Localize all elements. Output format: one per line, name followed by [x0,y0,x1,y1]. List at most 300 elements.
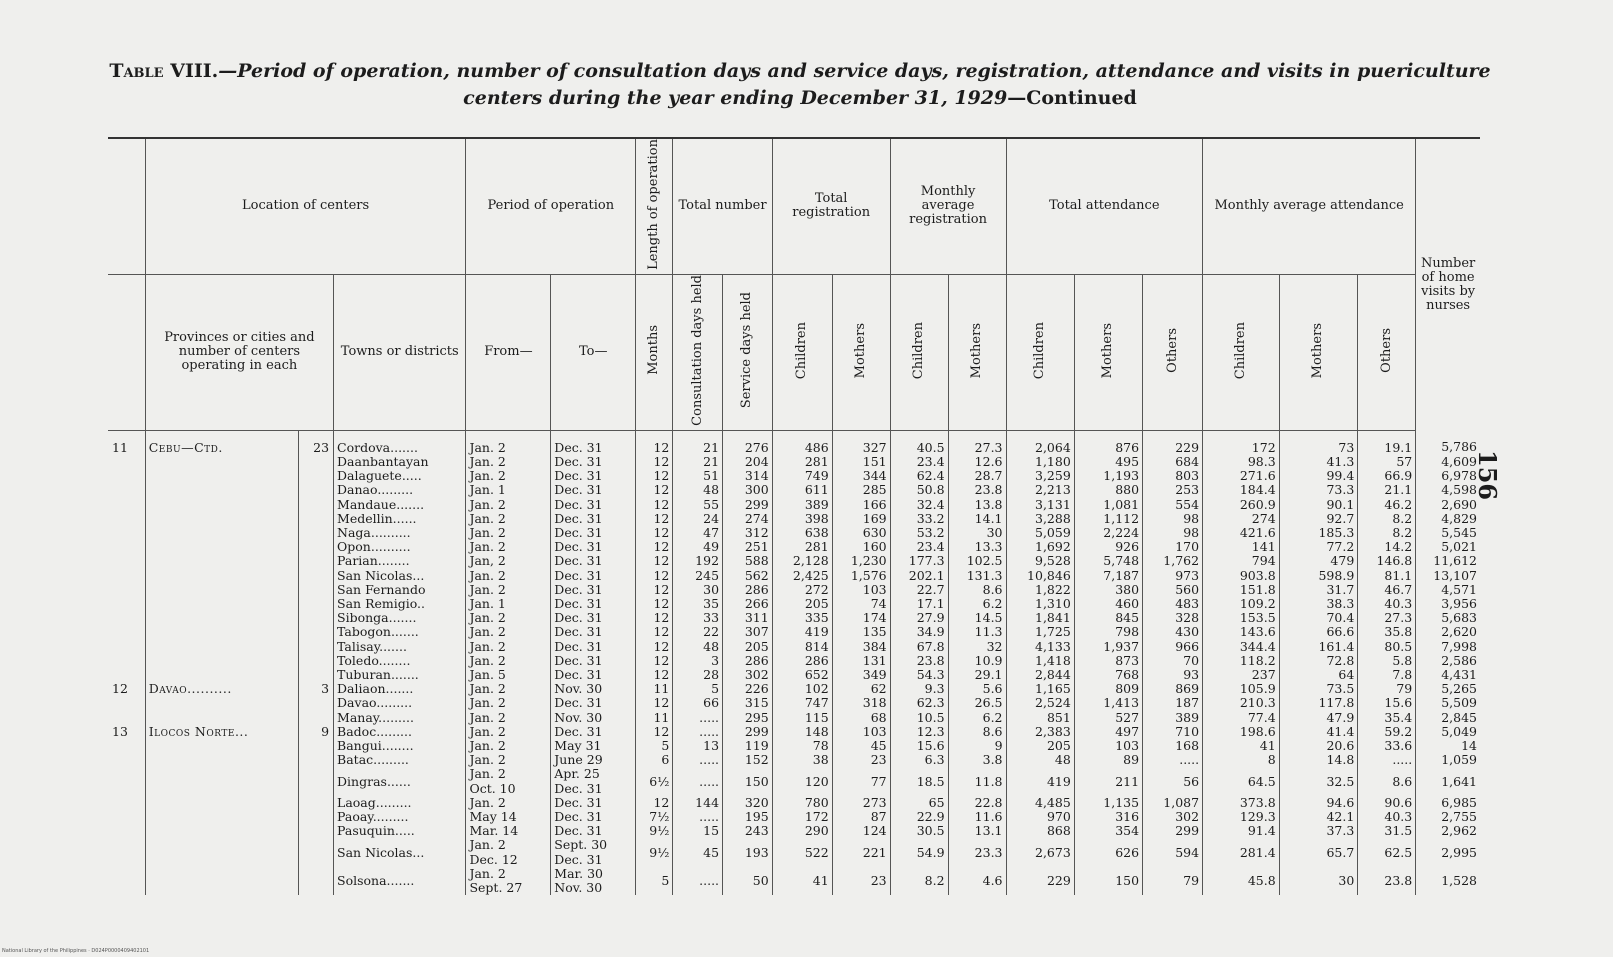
length-header: Length of operation [636,138,673,274]
home-visits-cell: 5,049 [1416,725,1480,739]
total-attendance-header: Total attendance [1006,138,1203,274]
att-others-cell: 168 [1143,739,1203,753]
att-mothers-cell: 2,224 [1074,526,1142,540]
center-count-cell [298,867,333,895]
months-cell: 9½ [636,824,673,838]
att-others-cell: 594 [1143,838,1203,866]
reg-children-cell: 290 [772,824,832,838]
province-cell [145,611,298,625]
center-count-cell [298,498,333,512]
matt-others-cell: 21.1 [1358,483,1416,497]
months-cell: 12 [636,583,673,597]
table-row [108,554,1480,568]
from-date-cell: Jan. 1 [466,483,551,497]
reg-children-cell: 335 [772,611,832,625]
town-cell: Sibonga....... [334,611,466,625]
row-number-cell [108,767,145,795]
months-cell: 12 [636,640,673,654]
from-date-cell: Jan. 2 [466,753,551,767]
matt-mothers-cell: 70.4 [1279,611,1358,625]
row-number-cell [108,611,145,625]
att-children-header: Children [1006,274,1074,430]
home-visits-cell: 5,509 [1416,696,1480,710]
mreg-children-cell: 62.4 [890,469,948,483]
from-date-cell: Mar. 14 [466,824,551,838]
table-row [108,526,1480,540]
from-date-cell: Jan. 2 Oct. 10 [466,767,551,795]
mreg-mothers-cell: 32 [948,640,1006,654]
mreg-mothers-cell: 102.5 [948,554,1006,568]
reg-children-cell: 38 [772,753,832,767]
service-days-cell: 299 [723,498,773,512]
province-cell: Ilocos Norte... [145,725,298,739]
matt-children-cell: 45.8 [1203,867,1280,895]
matt-others-cell: 40.3 [1358,810,1416,824]
att-children-cell: 1,418 [1006,654,1074,668]
town-cell: Laoag......... [334,796,466,810]
att-mothers-cell: 876 [1074,430,1142,455]
att-children-cell: 1,165 [1006,682,1074,696]
mreg-children-cell: 177.3 [890,554,948,568]
months-cell: 12 [636,654,673,668]
home-visits-cell: 3,956 [1416,597,1480,611]
province-cell: Cebu—Ctd. [145,430,298,455]
table-row [108,611,1480,625]
service-days-cell: 315 [723,696,773,710]
service-days-cell: 302 [723,668,773,682]
mreg-children-cell: 50.8 [890,483,948,497]
table-row [108,654,1480,668]
months-cell: 6½ [636,767,673,795]
reg-children-cell: 749 [772,469,832,483]
to-date-cell: Nov. 30 [551,682,636,696]
mreg-mothers-cell: 4.6 [948,867,1006,895]
from-date-cell: Jan. 2 [466,711,551,725]
att-children-cell: 1,692 [1006,540,1074,554]
row-number-cell [108,483,145,497]
town-cell: Mandaue....... [334,498,466,512]
att-mothers-cell: 880 [1074,483,1142,497]
home-visits-cell: 4,431 [1416,668,1480,682]
months-cell: 12 [636,498,673,512]
from-date-cell: Jan. 2 [466,625,551,639]
table-row [108,512,1480,526]
matt-others-cell: 27.3 [1358,611,1416,625]
reg-mothers-cell: 23 [832,753,890,767]
att-others-cell: 79 [1143,867,1203,895]
reg-children-cell: 286 [772,654,832,668]
reg-children-cell: 389 [772,498,832,512]
service-days-cell: 243 [723,824,773,838]
service-days-cell: 311 [723,611,773,625]
row-number-cell [108,753,145,767]
mreg-mothers-cell: 12.6 [948,455,1006,469]
mreg-mothers-cell: 11.3 [948,625,1006,639]
province-cell [145,583,298,597]
reg-mothers-cell: 344 [832,469,890,483]
att-others-cell: 560 [1143,583,1203,597]
town-cell: Bangui........ [334,739,466,753]
to-date-cell: Dec. 31 [551,469,636,483]
reg-children-cell: 120 [772,767,832,795]
mreg-children-cell: 22.7 [890,583,948,597]
service-days-cell: 274 [723,512,773,526]
months-cell: 11 [636,682,673,696]
home-visits-cell: 2,586 [1416,654,1480,668]
reg-mothers-cell: 273 [832,796,890,810]
service-days-cell: 226 [723,682,773,696]
matt-children-cell: 274 [1203,512,1280,526]
service-days-cell: 152 [723,753,773,767]
consultation-days-cell: 35 [673,597,723,611]
reg-mothers-cell: 285 [832,483,890,497]
mreg-mothers-cell: 14.1 [948,512,1006,526]
page-number: 156 [1473,450,1502,501]
mreg-children-cell: 33.2 [890,512,948,526]
att-others-cell: ..... [1143,753,1203,767]
table-row [108,753,1480,767]
att-others-cell: 328 [1143,611,1203,625]
matt-children-cell: 109.2 [1203,597,1280,611]
att-children-cell: 4,133 [1006,640,1074,654]
total-number-header: Total number [673,138,772,274]
consultation-days-cell: 49 [673,540,723,554]
att-children-cell: 1,310 [1006,597,1074,611]
reg-mothers-cell: 1,230 [832,554,890,568]
mreg-mothers-cell: 13.1 [948,824,1006,838]
center-count-cell: 3 [298,682,333,696]
att-others-cell: 684 [1143,455,1203,469]
matt-children-cell: 271.6 [1203,469,1280,483]
center-count-cell [298,668,333,682]
reg-children-cell: 115 [772,711,832,725]
province-cell [145,540,298,554]
matt-mothers-cell: 99.4 [1279,469,1358,483]
att-mothers-cell: 150 [1074,867,1142,895]
att-mothers-cell: 5,748 [1074,554,1142,568]
mreg-children-cell: 54.9 [890,838,948,866]
reg-mothers-cell: 23 [832,867,890,895]
service-days-cell: 119 [723,739,773,753]
table-row [108,838,1480,866]
reg-mothers-cell: 160 [832,540,890,554]
consultation-days-cell: 144 [673,796,723,810]
service-days-cell: 276 [723,430,773,455]
matt-others-cell: 80.5 [1358,640,1416,654]
mreg-mothers-cell: 3.8 [948,753,1006,767]
reg-mothers-cell: 1,576 [832,569,890,583]
reg-children-cell: 41 [772,867,832,895]
matt-children-cell: 91.4 [1203,824,1280,838]
to-date-cell: Dec. 31 [551,430,636,455]
row-number-cell [108,540,145,554]
mreg-children-cell: 6.3 [890,753,948,767]
mreg-children-cell: 34.9 [890,625,948,639]
province-cell [145,526,298,540]
service-days-cell: 204 [723,455,773,469]
matt-others-cell: ..... [1358,753,1416,767]
matt-others-cell: 66.9 [1358,469,1416,483]
months-cell: 12 [636,725,673,739]
consultation-days-cell: ..... [673,767,723,795]
town-cell: Cordova....... [334,430,466,455]
att-mothers-cell: 89 [1074,753,1142,767]
to-date-cell: Dec. 31 [551,796,636,810]
mreg-mothers-cell: 28.7 [948,469,1006,483]
row-number-cell [108,824,145,838]
home-visits-cell: 2,755 [1416,810,1480,824]
att-others-cell: 973 [1143,569,1203,583]
consultation-days-cell: 28 [673,668,723,682]
reg-mothers-cell: 349 [832,668,890,682]
matt-children-cell: 151.8 [1203,583,1280,597]
home-visits-cell: 6,985 [1416,796,1480,810]
row-number-cell [108,554,145,568]
table-row [108,430,1480,455]
att-mothers-cell: 495 [1074,455,1142,469]
service-days-cell: 50 [723,867,773,895]
att-children-cell: 9,528 [1006,554,1074,568]
matt-mothers-cell: 92.7 [1279,512,1358,526]
consultation-days-cell: 47 [673,526,723,540]
reg-children-cell: 652 [772,668,832,682]
home-visits-cell: 5,545 [1416,526,1480,540]
service-days-cell: 193 [723,838,773,866]
reg-children-cell: 2,425 [772,569,832,583]
home-visits-cell: 2,620 [1416,625,1480,639]
from-date-cell: Jan. 2 Dec. 12 [466,838,551,866]
att-children-cell: 1,822 [1006,583,1074,597]
from-date-cell: Jan. 2 [466,469,551,483]
consultation-days-cell: 33 [673,611,723,625]
home-visits-cell: 1,641 [1416,767,1480,795]
reg-children-cell: 78 [772,739,832,753]
att-mothers-cell: 798 [1074,625,1142,639]
province-cell [145,838,298,866]
att-mothers-cell: 497 [1074,725,1142,739]
matt-mothers-cell: 73 [1279,430,1358,455]
mreg-mothers-cell: 14.5 [948,611,1006,625]
from-date-cell: Jan. 2 [466,512,551,526]
matt-children-cell: 64.5 [1203,767,1280,795]
att-others-cell: 803 [1143,469,1203,483]
table-row [108,498,1480,512]
province-cell [145,810,298,824]
from-date-cell: Jan. 5 [466,668,551,682]
town-cell: Dingras...... [334,767,466,795]
to-header: To— [551,274,636,430]
matt-mothers-cell: 598.9 [1279,569,1358,583]
att-others-cell: 389 [1143,711,1203,725]
to-date-cell: Dec. 31 [551,611,636,625]
att-others-cell: 299 [1143,824,1203,838]
mreg-children-cell: 30.5 [890,824,948,838]
province-cell [145,668,298,682]
mreg-children-cell: 53.2 [890,526,948,540]
matt-children-cell: 8 [1203,753,1280,767]
to-date-cell: Mar. 30 Nov. 30 [551,867,636,895]
reg-children-cell: 814 [772,640,832,654]
months-cell: 7½ [636,810,673,824]
to-date-cell: June 29 [551,753,636,767]
town-cell: Danao......... [334,483,466,497]
reg-children-cell: 148 [772,725,832,739]
table-row [108,469,1480,483]
reg-mothers-cell: 384 [832,640,890,654]
reg-children-cell: 272 [772,583,832,597]
province-cell [145,796,298,810]
to-date-cell: Dec. 31 [551,554,636,568]
town-cell: Manay......... [334,711,466,725]
town-cell: Tuburan....... [334,668,466,682]
town-cell: Daanbantayan [334,455,466,469]
att-children-cell: 3,259 [1006,469,1074,483]
town-cell: San Nicolas... [334,569,466,583]
att-mothers-cell: 316 [1074,810,1142,824]
reg-mothers-cell: 62 [832,682,890,696]
consultation-days-cell: ..... [673,753,723,767]
mreg-mothers-cell: 10.9 [948,654,1006,668]
from-date-cell: Jan. 2 [466,498,551,512]
service-days-cell: 299 [723,725,773,739]
row-number-cell [108,838,145,866]
consultation-days-cell: 30 [673,583,723,597]
table-row [108,668,1480,682]
months-cell: 12 [636,597,673,611]
months-header: Months [636,274,673,430]
matt-mothers-cell: 90.1 [1279,498,1358,512]
att-others-cell: 98 [1143,526,1203,540]
months-cell: 12 [636,796,673,810]
service-days-cell: 195 [723,810,773,824]
to-date-cell: Dec. 31 [551,625,636,639]
att-children-cell: 2,383 [1006,725,1074,739]
row-number-cell: 13 [112,724,128,739]
matt-mothers-cell: 38.3 [1279,597,1358,611]
reg-children-cell: 102 [772,682,832,696]
att-others-cell: 1,762 [1143,554,1203,568]
matt-children-cell: 153.5 [1203,611,1280,625]
table-row [108,810,1480,824]
matt-others-cell: 15.6 [1358,696,1416,710]
center-count-cell [298,767,333,795]
home-visits-cell: 2,690 [1416,498,1480,512]
from-date-cell: Jan. 2 [466,455,551,469]
months-cell: 12 [636,469,673,483]
reg-mothers-cell: 77 [832,767,890,795]
from-header: From— [466,274,551,430]
to-date-cell: Dec. 31 [551,498,636,512]
home-visits-cell: 4,609 [1416,455,1480,469]
center-count-cell [298,711,333,725]
mreg-children-cell: 65 [890,796,948,810]
town-cell: Toledo........ [334,654,466,668]
att-children-cell: 229 [1006,867,1074,895]
row-number-cell [108,867,145,895]
center-count-cell [298,696,333,710]
center-count-cell [298,810,333,824]
row-number-cell [108,512,145,526]
reg-children-header: Children [772,274,832,430]
home-visits-cell: 7,998 [1416,640,1480,654]
service-days-cell: 300 [723,483,773,497]
service-days-cell: 205 [723,640,773,654]
center-count-cell [298,640,333,654]
to-date-cell: Dec. 31 [551,540,636,554]
matt-others-cell: 23.8 [1358,867,1416,895]
home-visits-cell: 4,598 [1416,483,1480,497]
row-number-header [108,138,145,274]
center-count-cell [298,583,333,597]
att-mothers-cell: 1,112 [1074,512,1142,526]
table-row [108,640,1480,654]
town-cell: San Nicolas... [334,838,466,866]
from-date-cell: Jan. 2 [466,682,551,696]
mreg-children-cell: 15.6 [890,739,948,753]
att-children-cell: 3,131 [1006,498,1074,512]
table-row [108,796,1480,810]
center-count-cell [298,611,333,625]
home-visits-cell: 14 [1416,739,1480,753]
att-others-cell: 483 [1143,597,1203,611]
months-cell: 12 [636,512,673,526]
table-row [108,597,1480,611]
to-date-cell: Nov. 30 [551,711,636,725]
town-cell: Paoay......... [334,810,466,824]
reg-children-cell: 281 [772,540,832,554]
att-mothers-cell: 1,081 [1074,498,1142,512]
att-children-cell: 10,846 [1006,569,1074,583]
province-cell [145,824,298,838]
mreg-children-cell: 9.3 [890,682,948,696]
center-count-cell [298,483,333,497]
att-mothers-cell: 354 [1074,824,1142,838]
mreg-children-cell: 202.1 [890,569,948,583]
to-date-cell: Apr. 25 Dec. 31 [551,767,636,795]
row-number-cell [108,654,145,668]
att-others-cell: 869 [1143,682,1203,696]
to-date-cell: Dec. 31 [551,583,636,597]
reg-children-cell: 611 [772,483,832,497]
matt-children-cell: 237 [1203,668,1280,682]
continued-note: —Continued [1007,87,1137,109]
mreg-mothers-cell: 11.8 [948,767,1006,795]
mreg-mothers-cell: 22.8 [948,796,1006,810]
mreg-mothers-cell: 13.8 [948,498,1006,512]
matt-children-cell: 41 [1203,739,1280,753]
matt-mothers-cell: 31.7 [1279,583,1358,597]
center-count-cell [298,597,333,611]
matt-children-cell: 794 [1203,554,1280,568]
att-mothers-cell: 873 [1074,654,1142,668]
from-date-cell: Jan. 2 [466,540,551,554]
consultation-days-cell: 55 [673,498,723,512]
matt-others-cell: 57 [1358,455,1416,469]
matt-children-cell: 118.2 [1203,654,1280,668]
to-date-cell: Dec. 31 [551,569,636,583]
row-number-cell [108,526,145,540]
matt-others-cell: 31.5 [1358,824,1416,838]
center-count-cell [298,824,333,838]
att-others-cell: 302 [1143,810,1203,824]
province-cell [145,696,298,710]
matt-mothers-cell: 42.1 [1279,810,1358,824]
att-mothers-cell: 845 [1074,611,1142,625]
center-count-cell [298,455,333,469]
row-number-cell [108,583,145,597]
months-cell: 12 [636,526,673,540]
consultation-days-cell: ..... [673,725,723,739]
